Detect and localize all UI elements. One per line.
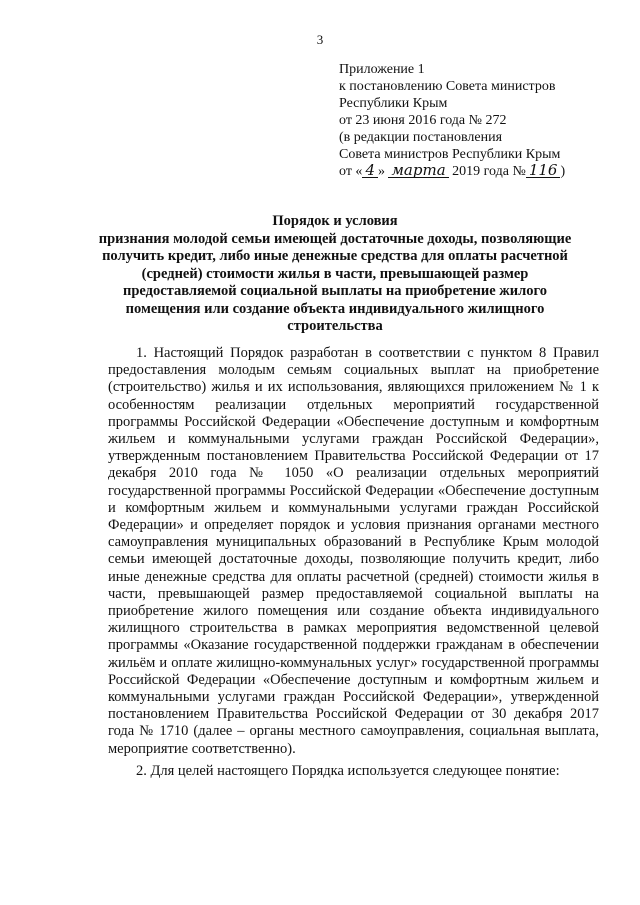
date-suffix: ) bbox=[560, 164, 566, 179]
page-number: 3 bbox=[316, 32, 324, 47]
date-prefix: от « bbox=[339, 164, 363, 179]
appendix-header bbox=[339, 61, 619, 180]
appendix-line: Республики Крым bbox=[339, 96, 448, 111]
handwritten-day: 4 bbox=[362, 163, 378, 178]
title-heading: Порядок и условия bbox=[272, 213, 398, 229]
handwritten-number: 116 bbox=[526, 163, 561, 178]
handwritten-month: марта bbox=[388, 163, 448, 178]
paragraph-2: 2. Для целей настоящего Порядка используется следующее понятие: bbox=[136, 762, 560, 779]
document-body bbox=[108, 345, 599, 780]
appendix-line: Совета министров Республики Крым bbox=[339, 147, 561, 162]
date-year: 2019 года № bbox=[448, 164, 526, 179]
title-subheading: признания молодой семьи имеющей достаточные доходы, позволяющие получить кредит, либо иные денежные средства для оплаты расчетной (средней) стоимости жилья в части, превышающей размер предоставляемой социальной выплаты на приобретение жилого помещения или создание объекта индивидуального жилищного строительства bbox=[98, 230, 572, 334]
appendix-line: (в редакции постановления bbox=[339, 130, 503, 145]
amendment-date-line bbox=[339, 163, 619, 180]
appendix-line: Приложение 1 bbox=[339, 62, 425, 77]
appendix-line: от 23 июня 2016 года № 272 bbox=[339, 113, 507, 128]
date-mid: » bbox=[377, 164, 389, 179]
appendix-line: к постановлению Совета министров bbox=[339, 79, 556, 94]
document-title bbox=[90, 213, 580, 336]
paragraph-1: 1. Настоящий Порядок разработан в соответствии с пунктом 8 Правил предоставления молодым семьям социальных выплат на приобретение (строительство) жилья и их использования, являющихся приложением № 1 к особенностям реализации отдельных мероприятий государственной программы Российской Федерации «Обеспечение доступным и комфортным жильем и коммунальными услугами граждан Российской Федерации», утвержденным постановлением Правительства Российской Федерации от 17 декабря 2010 года № 1050 «О реализации отдельных мероприятий государственной программы Российской Федерации «Обеспечение доступным и комфортным жильем и коммунальными услугами граждан Российской Федерации» и определяет порядок и условия признания органами местного самоуправления муниципальных образований в Республике Крым молодой семьи имеющей достаточные доходы, позволяющие получить кредит, либо иные денежные средства для оплаты расчетной (средней) стоимости жилья в части, превышающей размер предоставляемой социальной выплаты на приобретение жилого помещения или создание объекта индивидуального жилищного строительства в рамках мероприятия ведомственной целевой программы «Оказание государственной поддержки гражданам в обеспечении жильём и оплате жилищно-коммунальных услуг» государственной программы Российской Федерации «Обеспечение доступным и комфортным жильем и коммунальными услугами граждан Российской Федерации», утвержденной постановлением Правительства Российской Федерации от 30 декабря 2017 года № 1710 (далее – органы местного самоуправления, социальная выплата, мероприятие соответственно). bbox=[108, 345, 599, 757]
